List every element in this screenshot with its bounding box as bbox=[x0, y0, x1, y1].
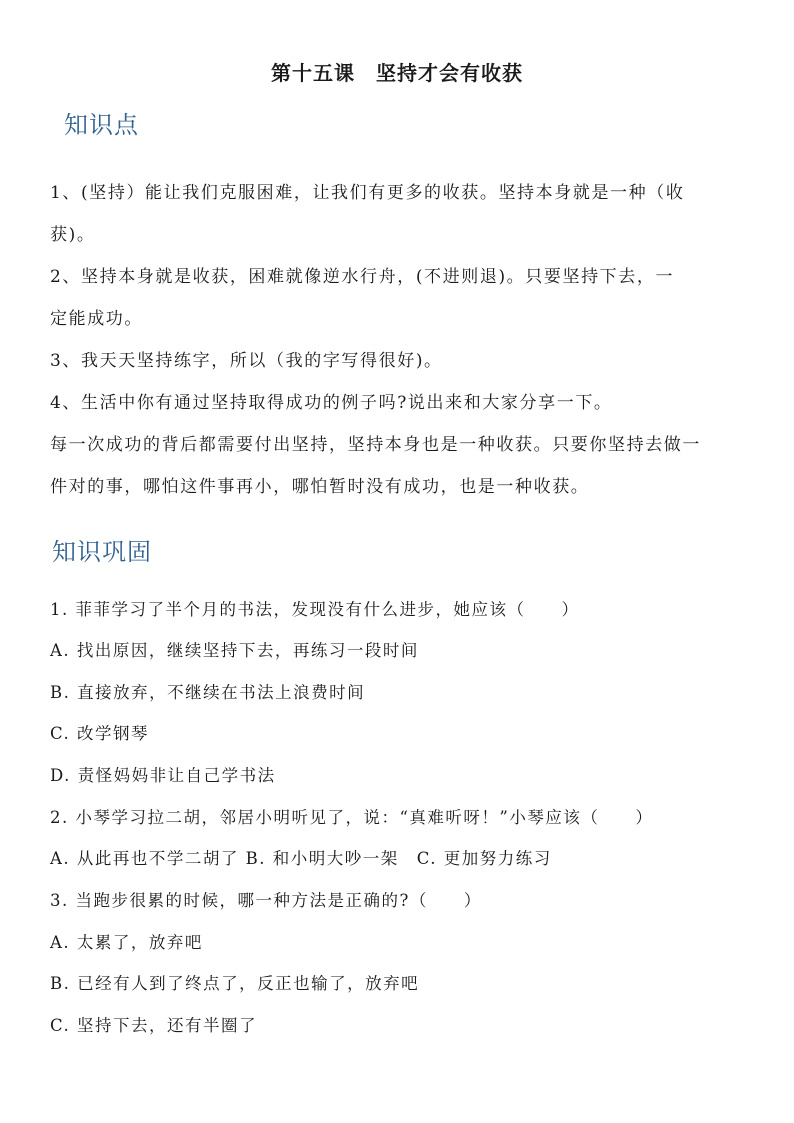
knowledge-line: 定能成功。 bbox=[50, 309, 143, 329]
option-line: C. 坚持下去，还有半圈了 bbox=[50, 1016, 258, 1035]
section-heading-consolidation: 知识巩固 bbox=[52, 538, 152, 566]
question-line: 1. 菲菲学习了半个月的书法，发现没有什么进步，她应该（ ） bbox=[50, 600, 580, 619]
question-line: 2. 小琴学习拉二胡，邻居小明听见了，说：“真难听呀！”小琴应该（ ） bbox=[50, 808, 654, 827]
option-line: A. 找出原因，继续坚持下去，再练习一段时间 bbox=[50, 641, 419, 660]
knowledge-line: 1、(坚持）能让我们克服困难，让我们有更多的收获。坚持本身就是一种（收 bbox=[50, 183, 685, 203]
section-heading-knowledge: 知识点 bbox=[64, 111, 139, 139]
knowledge-line: 3、我天天坚持练字，所以（我的字写得很好)。 bbox=[50, 351, 443, 371]
option-line: B. 已经有人到了终点了，反正也输了，放弃吧 bbox=[50, 974, 420, 993]
knowledge-line: 每一次成功的背后都需要付出坚持，坚持本身也是一种收获。只要你坚持去做一 bbox=[50, 435, 701, 455]
knowledge-line: 件对的事，哪怕这件事再小，哪怕暂时没有成功，也是一种收获。 bbox=[50, 477, 590, 497]
knowledge-line: 获)。 bbox=[50, 225, 96, 245]
option-line: A. 太累了，放弃吧 bbox=[50, 933, 203, 952]
option-line: A. 从此再也不学二胡了 B. 和小明大吵一架 C. 更加努力练习 bbox=[50, 849, 552, 868]
question-line: 3. 当跑步很累的时候，哪一种方法是正确的?（ ） bbox=[50, 891, 482, 910]
option-line: B. 直接放弃，不继续在书法上浪费时间 bbox=[50, 683, 366, 702]
page-title: 第十五课 坚持才会有收获 bbox=[271, 61, 523, 85]
knowledge-line: 4、生活中你有通过坚持取得成功的例子吗?说出来和大家分享一下。 bbox=[50, 393, 613, 413]
option-line: D. 责怪妈妈非让自己学书法 bbox=[50, 766, 276, 785]
option-line: C. 改学钢琴 bbox=[50, 724, 150, 743]
knowledge-line: 2、坚持本身就是收获，困难就像逆水行舟，(不进则退)。只要坚持下去，一 bbox=[50, 267, 675, 287]
